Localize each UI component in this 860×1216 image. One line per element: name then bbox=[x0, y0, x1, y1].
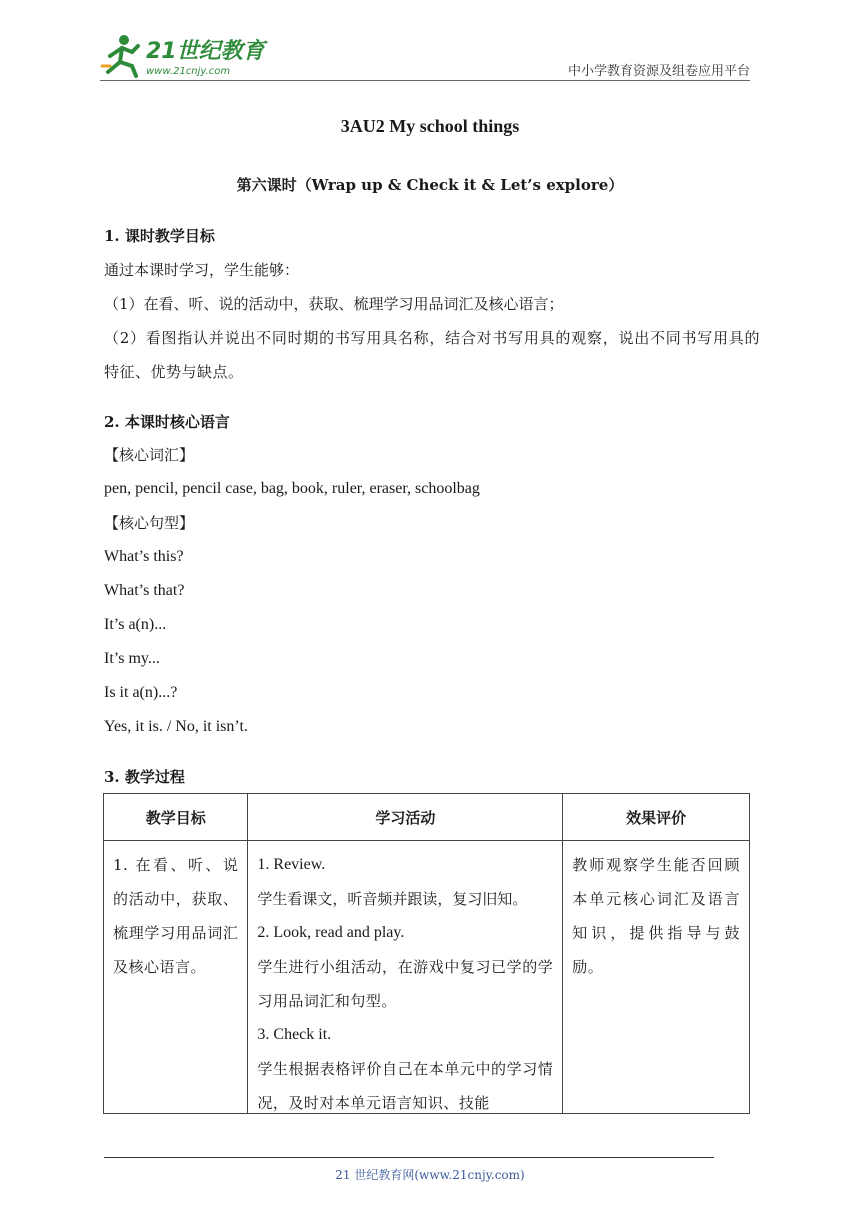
activity-3-desc: 学生根据表格评价自己在本单元中的学习情况，及时对本单元语言知识、技能 bbox=[257, 1060, 554, 1112]
logo-text: 21世纪教育 bbox=[146, 39, 265, 64]
section1-heading: 1. 课时教学目标 bbox=[104, 227, 215, 245]
header-goal: 教学目标 bbox=[104, 794, 248, 841]
section1-intro: 通过本课时学习，学生能够： bbox=[104, 261, 300, 279]
activities-cell bbox=[248, 841, 563, 1114]
header-platform-text: 中小学教育资源及组卷应用平台 bbox=[567, 64, 750, 79]
sentence-2: What’s that? bbox=[104, 582, 185, 599]
site-logo bbox=[100, 32, 270, 78]
logo-url: www.21cnjy.com bbox=[146, 66, 231, 77]
activity-1-desc: 学生看课文，听音频并跟读，复习旧知。 bbox=[257, 890, 528, 908]
sentence-label: 【核心句型】 bbox=[104, 514, 195, 532]
table-row bbox=[104, 841, 750, 1114]
goal-text: 1. 在看、听、说的活动中，获取、梳理学习用品词汇及核心语言。 bbox=[113, 856, 239, 976]
activity-3-title: 3. Check it. bbox=[257, 1026, 332, 1043]
evaluation-text: 教师观察学生能否回顾本单元核心词汇及语言知识，提供指导与鼓励。 bbox=[572, 856, 740, 976]
lesson-title: 3AU2 My school things bbox=[340, 116, 520, 136]
activity-2-title: 2. Look, read and play. bbox=[257, 924, 405, 941]
evaluation-cell bbox=[563, 841, 750, 1114]
vocab-label: 【核心词汇】 bbox=[104, 446, 195, 464]
runner-icon bbox=[102, 35, 138, 76]
section2-heading: 2. 本课时核心语言 bbox=[104, 413, 230, 431]
teaching-process-table bbox=[103, 793, 750, 1114]
sentence-3: It’s a(n)... bbox=[104, 616, 167, 633]
header-divider bbox=[100, 80, 750, 81]
sentence-4: It’s my... bbox=[104, 650, 160, 667]
header-evaluation: 效果评价 bbox=[563, 794, 750, 841]
sentence-1: What’s this? bbox=[104, 548, 184, 565]
sentence-5: Is it a(n)...? bbox=[104, 684, 178, 701]
section1-item-1: （1）在看、听、说的活动中，获取、梳理学习用品词汇及核心语言； bbox=[104, 295, 564, 313]
footer-divider bbox=[104, 1157, 714, 1158]
header-activities: 学习活动 bbox=[248, 794, 563, 841]
goal-cell bbox=[104, 841, 248, 1114]
section1-item-2: （2）看图指认并说出不同时期的书写用具名称，结合对书写用具的观察，说出不同书写用具的特征、优势与缺点。 bbox=[104, 329, 760, 381]
table-header-row bbox=[104, 794, 750, 841]
activity-2-desc: 学生进行小组活动，在游戏中复习已学的学习用品词汇和句型。 bbox=[257, 958, 554, 1010]
activity-1-title: 1. Review. bbox=[257, 856, 326, 873]
lesson-subtitle: 第六课时（Wrap up & Check it & Let’s explore） bbox=[236, 176, 624, 194]
sentence-6: Yes, it is. / No, it isn’t. bbox=[104, 718, 248, 735]
vocab-list: pen, pencil, pencil case, bag, book, ruler, eraser, schoolbag bbox=[104, 480, 480, 497]
section3-heading: 3. 教学过程 bbox=[104, 768, 185, 786]
footer-text: 21 世纪教育网(www.21cnjy.com) bbox=[335, 1168, 525, 1182]
